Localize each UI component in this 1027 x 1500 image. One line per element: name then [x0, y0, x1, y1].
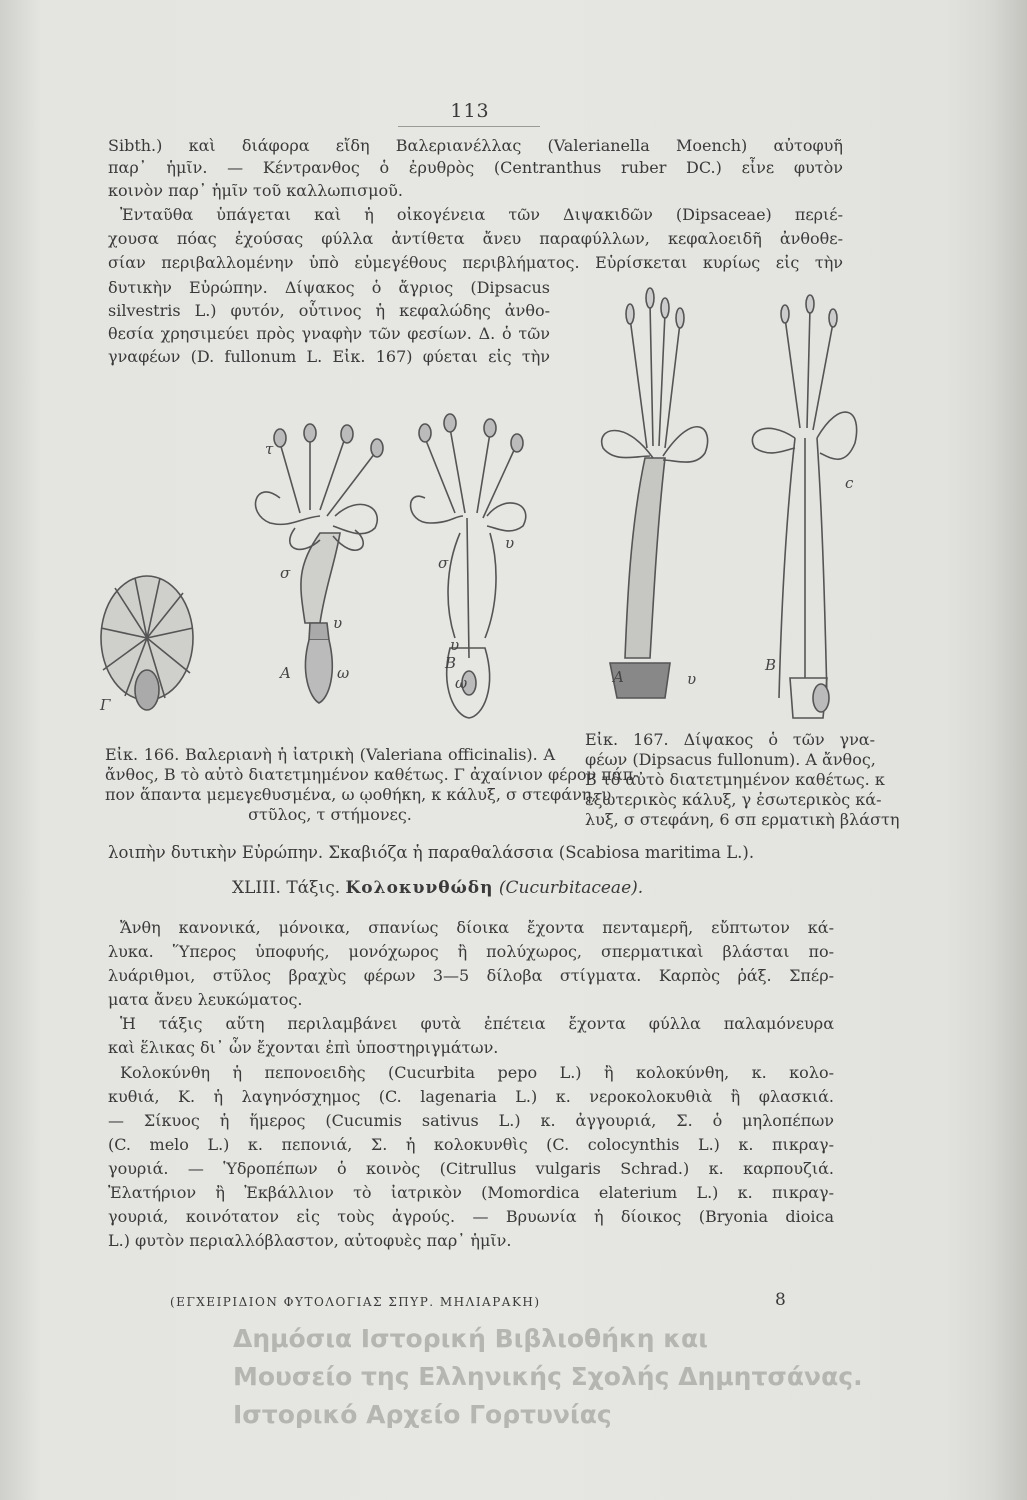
fig166-label-b: B [445, 654, 457, 672]
fig166-b-label-omega: ω [455, 674, 468, 692]
text-line: καὶ ἕλικας δι᾽ ὧν ἔχονται ἐπὶ ὑποστηριγμάτων. [108, 1038, 499, 1057]
fig167-label-upsilon: υ [687, 670, 697, 688]
text-line: σίαν περιβαλλομένην ὑπὸ εὐμεγέθους περιβλήματος. Εὑρίσκεται κυρίως εἰς τὴν [108, 253, 843, 272]
fig166-label-tau: τ [265, 440, 274, 458]
text-line: — Σίκυος ἡ ἥμερος (Cucumis sativus L.) κ. ἀγγουριά, Σ. ὁ μηλοπέπων [108, 1111, 834, 1130]
caption-line: λυξ, σ στεφάνη, 6 σπ ερματικὴ βλάστη [585, 810, 900, 829]
caption-line: B τὸ αὐτὸ διατετμημένον καθέτως. κ [585, 770, 885, 789]
text-line: Ἐνταῦθα ὑπάγεται καὶ ἡ οἰκογένεια τῶν Διψακιδῶν (Dipsaceae) περιέ- [120, 205, 843, 224]
fig166-label-omega: ω [337, 664, 350, 682]
text-line: γουριά. — Ὑδροπέπων ὁ κοινὸς (Citrullus vulgaris Schrad.) κ. καρπουζιά. [108, 1159, 834, 1178]
fig166-label-gamma: Γ [100, 696, 111, 714]
figure-167-caption [585, 730, 900, 830]
fig167-label-c: c [845, 474, 854, 492]
text-line: Ἐλατήριον ἢ Ἐκβάλλιον τὸ ἰατρικὸν (Momordica elaterium L.) κ. πικραγ- [108, 1183, 834, 1202]
caption-line: φέων (Dipsacus fullonum). A ἄνθος, [585, 750, 876, 769]
order-latin: (Cucurbitaceae). [498, 878, 644, 898]
book-title-footer: (ΕΓΧΕΙΡΙΔΙΟΝ ΦΥΤΟΛΟΓΙΑΣ ΣΠΥΡ. ΜΗΛΙΑΡΑΚΗ) [170, 1295, 541, 1309]
archive-watermark-line: Μουσείο της Ελληνικής Σχολής Δημητσάνας. [233, 1362, 863, 1391]
text-line: λοιπὴν δυτικὴν Εὐρώπην. Σκαβιόζα ἡ παραθαλάσσια (Scabiosa maritima L.). [108, 843, 755, 862]
fruit-with-pappus-drawing [101, 576, 193, 710]
fig166-label-upsilon: υ [333, 614, 343, 632]
fig166-b-label-upsilon: υ [505, 534, 515, 552]
text-line: κυθιά, Κ. ἡ λαγηνόσχημος (C. lagenaria L.) κ. νεροκολοκυθιὰ ἢ φλασκιά. [108, 1087, 834, 1106]
teasel-section-drawing [752, 295, 856, 718]
caption-line: Εἰκ. 167. Δίψακος ὁ τῶν γνα- [585, 730, 875, 749]
fig166-b-label-sigma: σ [438, 554, 449, 572]
text-line: θεσία χρησιμεύει πρὸς γναφὴν τῶν φεσίων. Δ. ὁ τῶν [108, 324, 550, 343]
text-line: L.) φυτὸν περιαλλόβλαστον, αὐτοφυὲς παρ᾽ ἡμῖν. [108, 1231, 512, 1250]
fig166-b-label-u: υ [450, 636, 460, 654]
caption-line: Εἰκ. 166. Βαλεριανὴ ἡ ἰατρικὴ (Valeriana officinalis). A [105, 745, 555, 764]
text-line: λυκα. Ὕπερος ὑποφυής, μονόχωρος ἢ πολύχωρος, σπερματικαὶ βλάσται πο- [108, 942, 834, 961]
teasel-flower-drawing [602, 288, 708, 698]
page-number-rule [398, 126, 540, 127]
text-line: (C. melo L.) κ. πεπονιά, Σ. ἡ κολοκυνθὶς (C. colocynthis L.) κ. πικραγ- [108, 1135, 834, 1154]
text-line: λυάριθμοι, στῦλος βραχὺς φέρων 3—5 δίλοβα στίγματα. Καρπὸς ῥάξ. Σπέρ- [108, 966, 834, 985]
figure-166-caption [105, 745, 639, 825]
page-number: 113 [450, 100, 490, 122]
fig166-label-sigma: σ [280, 564, 291, 582]
text-line: κοινὸν παρ᾽ ἡμῖν τοῦ καλλωπισμοῦ. [108, 181, 403, 200]
order-heading [232, 878, 792, 898]
caption-line: πον ἅπαντα μεμεγεθυσμένα, ω ῳοθήκη, κ κάλυξ, σ στεφάνη, υ [105, 785, 612, 804]
order-name: Κολοκυνθώδη [345, 878, 494, 898]
text-line: silvestris L.) φυτόν, οὗτινος ἡ κεφαλώδης ἀνθο- [108, 301, 550, 320]
text-line: Ἡ τάξις αὕτη περιλαμβάνει φυτὰ ἐπέτεια ἔχοντα φύλλα παλαμόνευρα [120, 1014, 834, 1033]
text-line: Sibth.) καὶ διάφορα εἴδη Βαλεριανέλλας (Valerianella Moench) αὐτοφυῆ [108, 136, 843, 155]
text-line: παρ᾽ ἡμῖν. — Κέντρανθος ὁ ἐρυθρὸς (Centranthus ruber DC.) εἶνε φυτὸν [108, 158, 843, 177]
caption-line: ἄνθος, B τὸ αὐτὸ διατετμημένον καθέτως. Γ ἀχαίνιον φέρον πάπ- [105, 765, 639, 784]
text-line: χουσα πόας ἐχούσας φύλλα ἀντίθετα ἄνευ παραφύλλων, κεφαλοειδῆ ἀνθοθε- [108, 229, 843, 248]
text-line: δυτικὴν Εὐρώπην. Δίψακος ὁ ἄγριος (Dipsacus [108, 278, 550, 297]
text-line: Κολοκύνθη ἡ πεπονοειδὴς (Cucurbita pepo L.) ἢ κολοκύνθη, κ. κολο- [120, 1063, 834, 1082]
page-edge [990, 0, 1027, 1500]
botanical-illustrations [100, 278, 865, 758]
flower-drawings [100, 278, 865, 758]
fig167-label-a: A [613, 668, 624, 686]
archive-watermark-line: Ιστορικό Αρχείο Γορτυνίας [233, 1400, 612, 1429]
text-line: γναφέων (D. fullonum L. Εἰκ. 167) φύεται εἰς τὴν [108, 347, 550, 366]
sheet-number: 8 [775, 1290, 786, 1310]
valerian-section-drawing [411, 414, 526, 718]
fig166-label-a: A [280, 664, 291, 682]
text-line: γουριά, κοινότατον εἰς τοὺς ἀγρούς. — Βρυωνία ἡ δίοικος (Bryonia dioica [108, 1207, 834, 1226]
caption-line: ἐξωτερικὸς κάλυξ, γ ἐσωτερικὸς κά- [585, 790, 882, 809]
text-line: Ἄνθη κανονικά, μόνοικα, σπανίως δίοικα ἔχοντα πενταμερῆ, εὔπτωτον κά- [120, 918, 834, 937]
order-numeral: XLIII. Τάξις. [232, 878, 341, 898]
text-line: ματα ἄνευ λευκώματος. [108, 990, 303, 1009]
valerian-flower-drawing [256, 424, 383, 703]
fig167-label-b: B [765, 656, 777, 674]
caption-line: στῦλος, τ στήμονες. [248, 805, 412, 824]
archive-watermark-line: Δημόσια Ιστορική Βιβλιοθήκη και [233, 1324, 708, 1353]
